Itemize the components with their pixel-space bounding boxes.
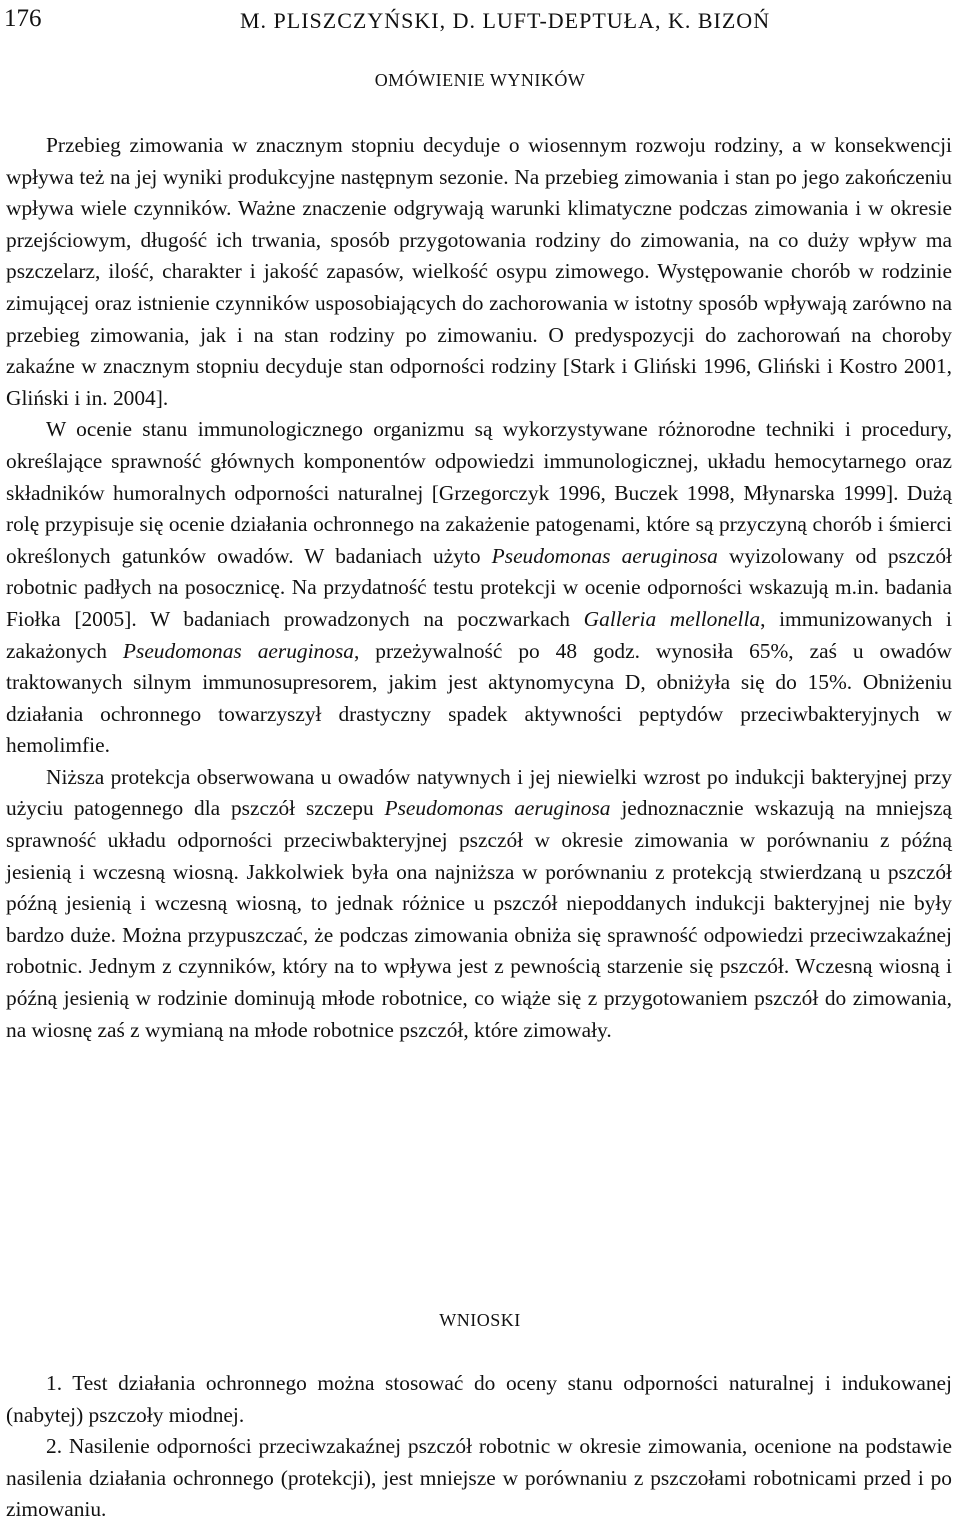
running-head-authors: M. PLISZCZYŃSKI, D. LUFT-DEPTUŁA, K. BIZOŃ xyxy=(240,8,771,33)
page-number: 176 xyxy=(4,5,42,32)
paragraph xyxy=(6,130,952,414)
paragraph xyxy=(6,414,952,762)
paragraph-text: , immunizowanych i zakażonych xyxy=(6,606,952,663)
conclusion-item: 1. Test działania ochronnego można stosować do oceny stanu odporności naturalnej i indukowanej (nabytej) pszczoły miodnej. xyxy=(6,1371,952,1427)
paragraph-text: wyizolowany od pszczół robotnic padłych na posocznicę. Na przydatność testu protekcji w ocenie odporności wskazują m.in. badania Fiołka [2005]. W badaniach prowadzonych na poczwarkach xyxy=(6,543,952,631)
paragraph-text: Przebieg zimowania w znacznym stopniu decyduje o wiosennym rozwoju rodziny, a w konsekwencji wpływa też na jej wyniki produkcyjne następnym sezonie. Na przebieg zimowania i stan po jego zakończeniu wpływa wiele czynników. Ważne znaczenie odgrywają warunki klimatyczne podczas zimowania i w okresie przejściowym, długość ich trwania, sposób przygotowania rodziny do zimowania, na co duży wpływ ma pszczelarz, ilość, charakter i jakość zapasów, wielkość osypu zimowego. Występowanie chorób w rodzinie zimującej oraz istnienie czynników usposobiających do zachorowania w istotny sposób wpływają zarówno na przebieg zimowania, jak i na stan rodziny po zimowaniu. O predyspozycji do zachorowań na choroby zakaźne w znacznym stopniu decyduje stan odporności rodziny [Stark i Gliński 1996, Gliński i Kostro 2001, Gliński i in. 2004]. xyxy=(6,133,952,410)
section-title-conclusions: WNIOSKI xyxy=(439,1310,521,1330)
paragraph xyxy=(6,762,952,1046)
paragraph-text: , przeżywalność po 48 godz. wynosiła 65%, zaś u owadów traktowanych silnym immunosupresorem, jakim jest aktynomycyna D, obniżyła się do 15%. Obniżeniu działania ochronnego towarzyszył drastyczny spadek aktywności peptydów przeciwbakteryjnych w hemolimfie. xyxy=(6,638,952,758)
paragraph-text: Niższa protekcja obserwowana u owadów natywnych i jej niewielki wzrost po indukcji bakteryjnej przy użyciu patogennego dla pszczół szczepu xyxy=(6,764,952,821)
section-title-discussion: OMÓWIENIE WYNIKÓW xyxy=(374,70,586,90)
conclusion-item: 2. Nasilenie odporności przeciwzakaźnej pszczół robotnic w okresie zimowania, ocenione na podstawie nasilenia działania ochronnego (protekcji), jest mniejsze w porównaniu z pszczołami robotnicami przed i po zimowaniu. xyxy=(6,1434,952,1522)
species-name: Galleria mellonella xyxy=(583,606,761,631)
species-name: Pseudomonas aeruginosa xyxy=(491,543,718,568)
conclusions-body xyxy=(6,1368,952,1526)
paragraph-text: jednoznacznie wskazują na mniejszą sprawność układu odporności przeciwbakteryjnej pszczół w okresie zimowania w porównaniu z późną jesienią i wczesną wiosną. Jakkolwiek była ona najniższa w porównaniu z protekcją stwierdzaną u pszczół późną jesienią i wczesną wiosną, to jednak różnice u pszczół niepoddanych indukcji bakteryjnej nie były bardzo duże. Można przypuszczać, że podczas zimowania obniża się sprawność odpowiedzi przeciwzakaźnej robotnic. Jednym z czynników, który na to wpływa jest z pewnością starzenie się pszczół. Wczesną wiosną i późną jesienią w rodzinie dominują młode robotnice, co wiąże się z przygotowaniem pszczół do zimowania, na wiosnę zaś z wymianą na młode robotnice pszczół, które zimowały. xyxy=(6,796,952,1042)
running-header xyxy=(4,2,954,36)
species-name: Pseudomonas aeruginosa xyxy=(384,796,611,821)
species-name: Pseudomonas aeruginosa xyxy=(122,638,354,663)
paragraph-text: W ocenie stanu immunologicznego organizmu są wykorzystywane różnorodne techniki i procedury, określające sprawność głównych komponentów odpowiedzi immunologicznej, układu hemocytarnego oraz składników humoralnych odporności naturalnej [Grzegorczyk 1996, Buczek 1998, Młynarska 1999]. Dużą rolę przypisuje się ocenie działania ochronnego na zakażenie patogenami, które są przyczyną chorób i śmierci określonych gatunków owadów. W badaniach użyto xyxy=(6,417,952,568)
discussion-body xyxy=(6,130,952,1046)
